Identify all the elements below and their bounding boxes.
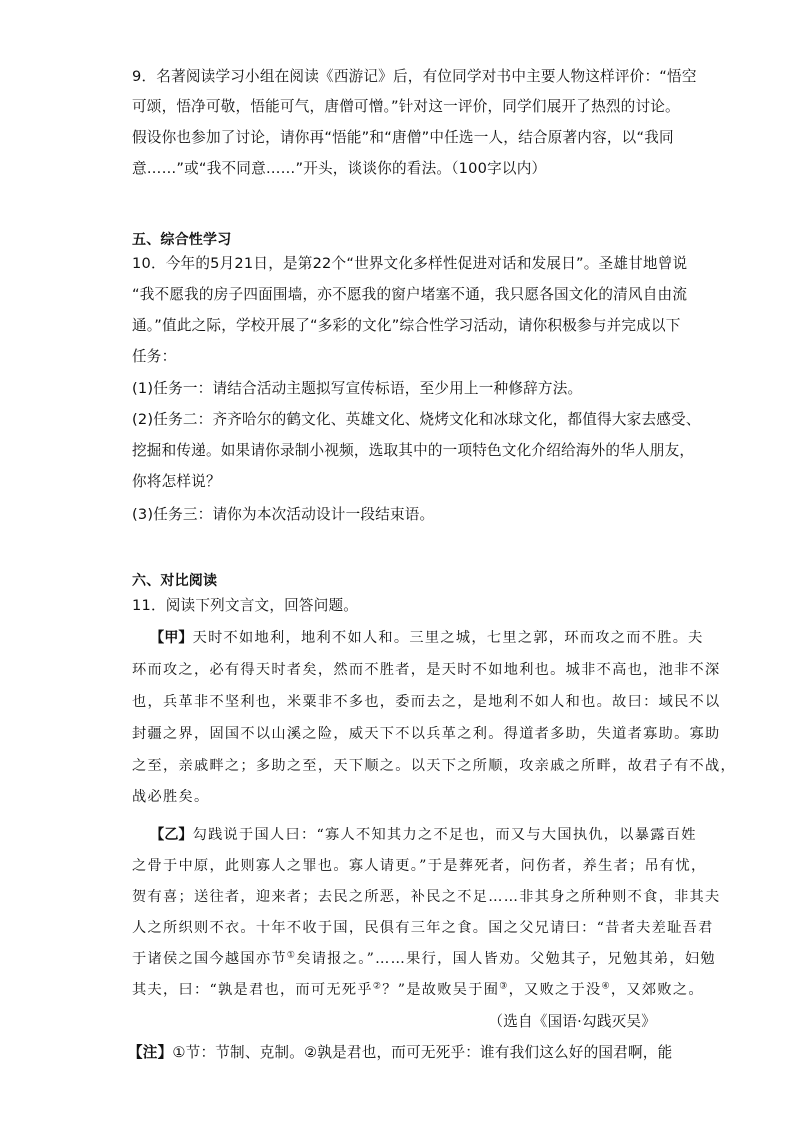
passage-yi-text-6b: ？”是故败吴于囿: [382, 982, 500, 998]
passage-yi-line-1: [150, 824, 697, 846]
passage-jia-line-4: 封疆之界，固国不以山溪之险，威天下不以兵革之利。得道者多助，失道者寡助。寡助: [132, 726, 721, 742]
passage-yi-text-6a: 其夫，曰：“孰是君也，而可无死乎: [132, 982, 373, 998]
q10-task-3: (3)任务三：请你为本次活动设计一段结束语。: [132, 506, 435, 523]
passage-jia-text-1: 天时不如地利，地利不如人和。三里之城，七里之郭，环而攻之而不胜。夫: [192, 630, 704, 646]
footnote-mark-2: ②: [372, 981, 383, 992]
passage-yi-text-6d: ，又郊败之。: [610, 982, 704, 998]
passage-jia-line-6: 战必胜矣。: [132, 789, 210, 805]
passage-jia-line-3: 也，兵革非不坚利也，米粟非不多也，委而去之，是地利不如人和也。故曰：域民不以: [132, 694, 721, 710]
q10-line-2: “我不愿我的房子四面围墙，亦不愿我的窗户堵塞不通，我只愿各国文化的清风自由流: [132, 286, 688, 303]
footnote-mark-4: ④: [601, 981, 611, 992]
q9-line-1: 9．名著阅读学习小组在阅读《西游记》后，有位同学对书中主要人物这样评价：“悟空: [132, 68, 697, 85]
passage-jia-label: 【甲】: [150, 630, 193, 646]
section-6-heading: 六、对比阅读: [132, 573, 218, 589]
passage-jia-line-1: [150, 627, 704, 649]
passage-yi-line-4: 人之所织则不衣。十年不收于国，民俱有三年之食。国之父兄请曰：“昔者夫差耻吾君: [132, 920, 714, 936]
q10-line-3: 通。”值此之际，学校开展了“多彩的文化”综合性学习活动，请你积极参与并完成以下: [132, 317, 681, 334]
footnote-mark-1: ①: [286, 950, 297, 961]
passage-yi-line-5: [132, 948, 716, 970]
passage-jia-line-5: 之至，亲戚畔之；多助之至，天下顺之。以天下之所顺，攻亲戚之所畔，故君子有不战，: [132, 758, 737, 774]
passage-yi-line-2: 之骨于中原，此则寡人之罪也。寡人请更。”于是葬死者，问伤者，养生者；吊有忧，: [132, 858, 707, 874]
q9-line-3: 假设你也参加了讨论，请你再“悟能”和“唐僧”中任选一人，结合原著内容，以“我同: [132, 129, 674, 146]
q11-intro: 11．阅读下列文言文，回答问题。: [132, 597, 359, 614]
passage-yi-label: 【乙】: [150, 827, 193, 843]
footnote-line: [128, 1042, 673, 1064]
passage-source: （选自《国语·勾践灭吴》: [488, 1013, 656, 1030]
footnote-mark-3: ③: [499, 981, 509, 992]
section-5-heading: 五、综合性学习: [132, 232, 232, 248]
q9-line-2: 可颂，悟净可敬，悟能可气，唐僧可憎。”针对这一评价，同学们展开了热烈的讨论。: [132, 98, 680, 115]
passage-yi-text-5a: 于诸侯之国今越国亦节: [132, 951, 287, 967]
q10-line-4: 任务：: [132, 348, 177, 365]
passage-yi-text-5b: 矣请报之。”……果行，国人皆劝。父勉其子，兄勉其弟，妇勉: [296, 951, 716, 967]
q10-task-2-line-3: 你将怎样说？: [132, 473, 221, 490]
passage-yi-line-3: 贺有喜；送往者，迎来者；去民之所恶，补民之不足……非其身之所种则不食，非其夫: [132, 889, 721, 905]
passage-jia-line-2: 环而攻之，必有得天时者矣，然而不胜者，是天时不如地利也。城非不高也，池非不深: [132, 662, 721, 678]
q10-task-2-line-1: (2)任务二：齐齐哈尔的鹤文化、英雄文化、烧烤文化和冰球文化，都值得大家去感受、: [132, 411, 701, 428]
q10-task-2-line-2: 挖掘和传递。如果请你录制小视频，选取其中的一项特色文化介绍给海外的华人朋友，: [132, 442, 695, 459]
passage-yi-line-6: [132, 979, 704, 1001]
footnote-label: 【注】: [128, 1044, 173, 1061]
q10-line-1: 10．今年的5月21日，是第22个“世界文化多样性促进对话和发展日”。圣雄甘地曾说: [132, 255, 688, 272]
q9-line-4: 意……”或“我不同意……”开头，谈谈你的看法。（100字以内）: [132, 160, 547, 177]
passage-yi-text-1: 勾践说于国人曰：“寡人不知其力之不足也，而又与大国执仇，以暴露百姓: [192, 827, 697, 843]
q10-task-1: (1)任务一：请结合活动主题拟写宣传标语，至少用上一种修辞方法。: [132, 380, 583, 397]
passage-yi-text-6c: ，又败之于没: [508, 982, 602, 998]
footnote-text: ①节：节制、克制。②孰是君也，而可无死乎：谁有我们这么好的国君啊，能: [172, 1044, 673, 1061]
